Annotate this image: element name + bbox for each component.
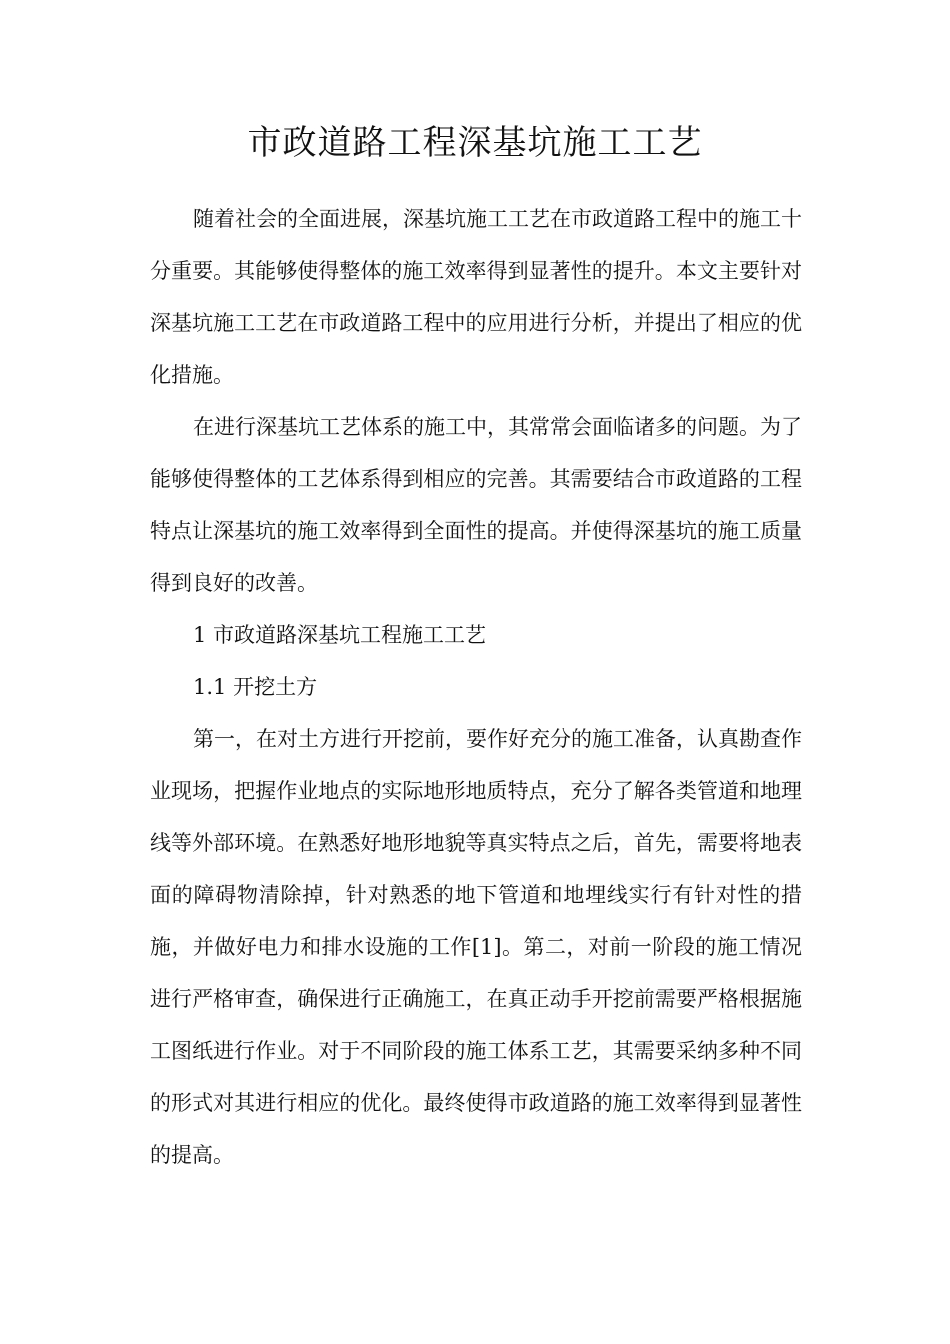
context-paragraph: 在进行深基坑工艺体系的施工中，其常常会面临诸多的问题。为了能够使得整体的工艺体系得到相应的完善。其需要结合市政道路的工程特点让深基坑的施工效率得到全面性的提高。并使得深基坑的施工质量得到良好的改善。 [150, 415, 802, 595]
section-heading: 1 市政道路深基坑工程施工工艺 [193, 623, 487, 647]
document-title: 市政道路工程深基坑施工工艺 [247, 123, 703, 163]
subsection-heading: 1.1 开挖土方 [193, 675, 318, 699]
document-body [150, 193, 802, 1181]
intro-paragraph: 随着社会的全面进展，深基坑施工工艺在市政道路工程中的施工十分重要。其能够使得整体的施工效率得到显著性的提升。本文主要针对深基坑施工工艺在市政道路工程中的应用进行分析，并提出了相应的优化措施。 [150, 207, 802, 387]
excavation-paragraph: 第一，在对土方进行开挖前，要作好充分的施工准备，认真勘查作业现场，把握作业地点的实际地形地质特点，充分了解各类管道和地理线等外部环境。在熟悉好地形地貌等真实特点之后，首先，需要将地表面的障碍物清除掉，针对熟悉的地下管道和地埋线实行有针对性的措施，并做好电力和排水设施的工作[1]。第二，对前一阶段的施工情况进行严格审查，确保进行正确施工，在真正动手开挖前需要严格根据施工图纸进行作业。对于不同阶段的施工体系工艺，其需要采纳多种不同的形式对其进行相应的优化。最终使得市政道路的施工效率得到显著性的提高。 [150, 727, 802, 1167]
